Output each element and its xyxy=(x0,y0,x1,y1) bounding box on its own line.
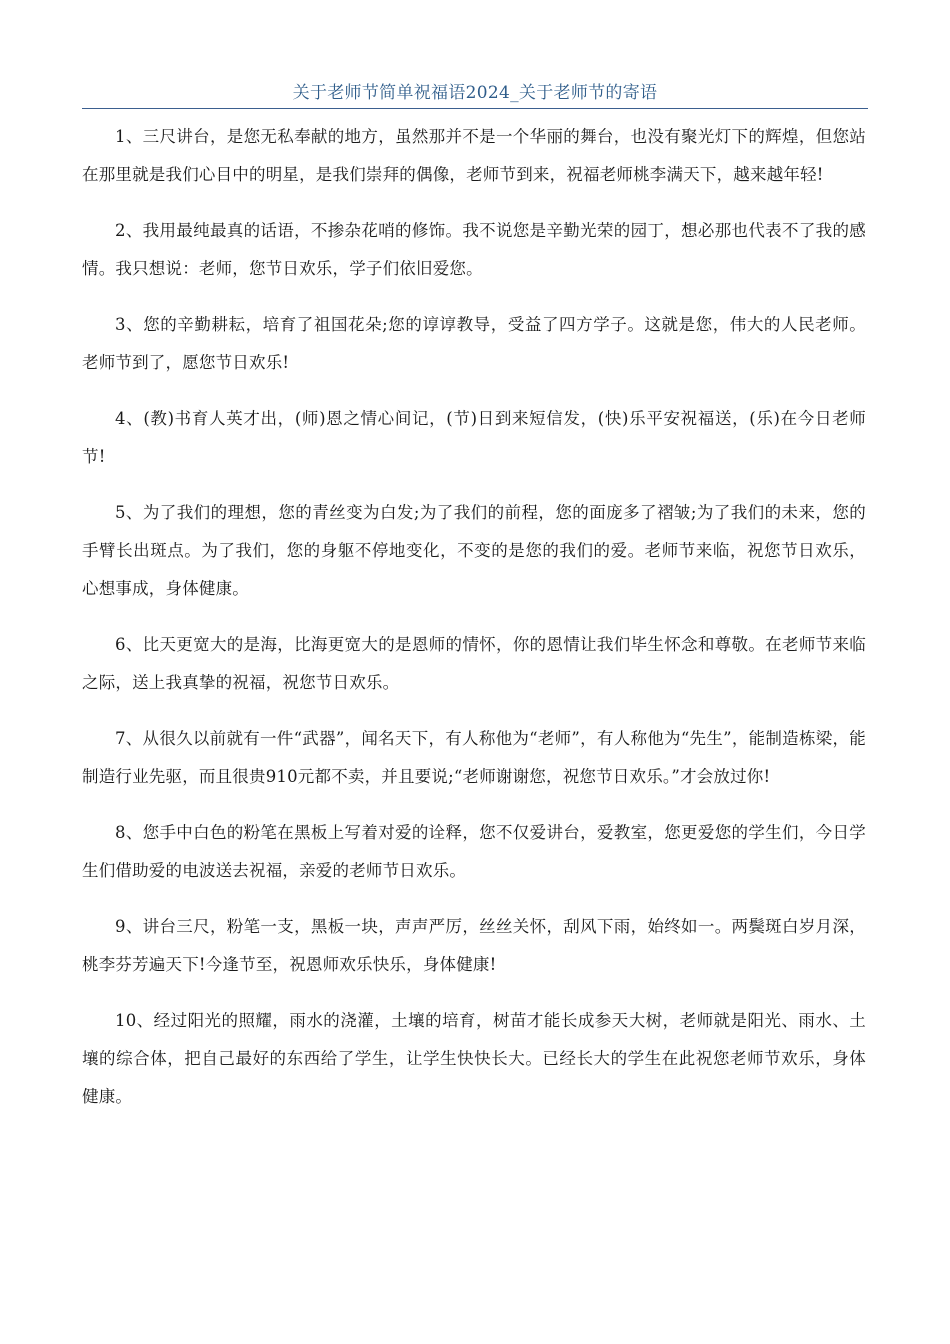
document-title: 关于老师节简单祝福语2024_关于老师节的寄语 xyxy=(292,83,658,103)
paragraph-10: 10、经过阳光的照耀，雨水的浇灌，土壤的培育，树苗才能长成参天大树，老师就是阳光、雨水、土壤的综合体，把自己最好的东西给了学生，让学生快快长大。已经长大的学生在此祝您老师节欢乐，身体健康。 xyxy=(82,1011,866,1106)
paragraph-1: 1、三尺讲台，是您无私奉献的地方，虽然那并不是一个华丽的舞台，也没有聚光灯下的辉煌，但您站在那里就是我们心目中的明星，是我们崇拜的偶像，老师节到来，祝福老师桃李满天下，越来越年轻! xyxy=(82,127,866,184)
page-header xyxy=(82,78,868,109)
paragraph-4: 4、(教)书育人英才出，(师)恩之情心间记，(节)日到来短信发，(快)乐平安祝福送，(乐)在今日老师节! xyxy=(82,409,866,466)
document-body xyxy=(82,118,866,1134)
paragraph-9: 9、讲台三尺，粉笔一支，黑板一块，声声严厉，丝丝关怀，刮风下雨，始终如一。两鬓斑白岁月深，桃李芬芳遍天下!今逢节至，祝恩师欢乐快乐，身体健康! xyxy=(82,917,866,974)
paragraph-5: 5、为了我们的理想，您的青丝变为白发;为了我们的前程，您的面庞多了褶皱;为了我们的未来，您的手臂长出斑点。为了我们，您的身躯不停地变化，不变的是您的我们的爱。老师节来临，祝您节日欢乐，心想事成，身体健康。 xyxy=(82,503,866,598)
paragraph-7: 7、从很久以前就有一件“武器”，闻名天下，有人称他为“老师”，有人称他为“先生”，能制造栋梁，能制造行业先驱，而且很贵910元都不卖，并且要说;“老师谢谢您，祝您节日欢乐。”才会放过你! xyxy=(82,729,866,786)
paragraph-8: 8、您手中白色的粉笔在黑板上写着对爱的诠释，您不仅爱讲台，爱教室，您更爱您的学生们，今日学生们借助爱的电波送去祝福，亲爱的老师节日欢乐。 xyxy=(82,823,866,880)
paragraph-2: 2、我用最纯最真的话语，不掺杂花哨的修饰。我不说您是辛勤光荣的园丁，想必那也代表不了我的感情。我只想说：老师，您节日欢乐，学子们依旧爱您。 xyxy=(82,221,866,278)
paragraph-3: 3、您的辛勤耕耘，培育了祖国花朵;您的谆谆教导，受益了四方学子。这就是您，伟大的人民老师。老师节到了，愿您节日欢乐! xyxy=(82,315,866,372)
paragraph-6: 6、比天更宽大的是海，比海更宽大的是恩师的情怀，你的恩情让我们毕生怀念和尊敬。在老师节来临之际，送上我真挚的祝福，祝您节日欢乐。 xyxy=(82,635,866,692)
